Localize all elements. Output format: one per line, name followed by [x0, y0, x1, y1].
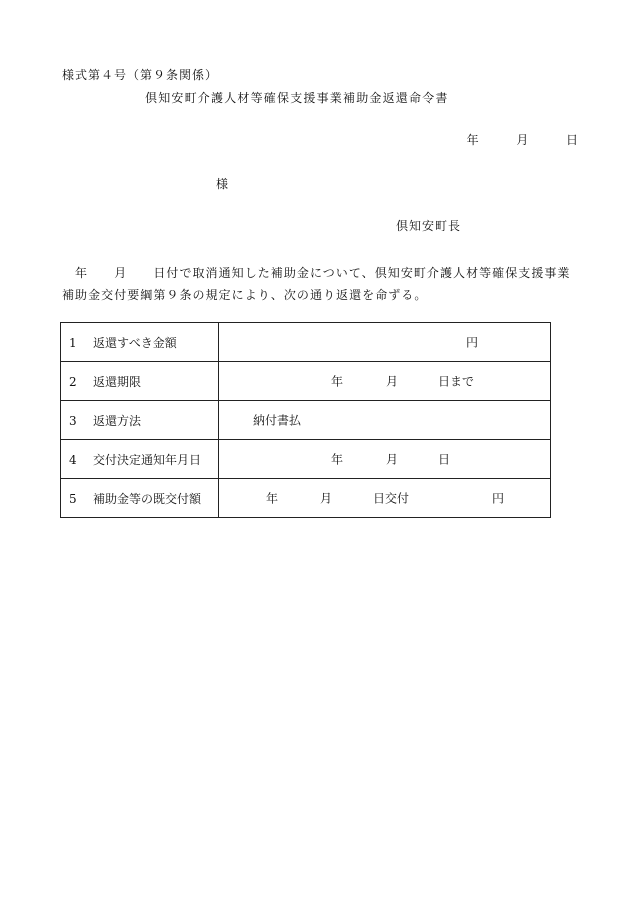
row-label: [61, 479, 219, 518]
row-value: [219, 479, 551, 518]
row-label-text: 交付決定通知年月日: [93, 452, 202, 467]
row-label: [61, 323, 219, 362]
value-day-issued: 日交付: [373, 491, 410, 506]
date-year: 年: [466, 133, 479, 147]
recipient-suffix: 様: [216, 177, 229, 191]
body-text: 年 月 日付で取消通知した補助金について、倶知安町介護人材等確保支援事業補助金交付要綱第９条の規定により、次の通り返還を命ずる。: [62, 266, 571, 302]
row-value: [219, 362, 551, 401]
table-row: [61, 440, 551, 479]
value-day: 日: [438, 452, 451, 467]
value-yen: 円: [466, 335, 479, 350]
date-month: 月: [516, 133, 529, 147]
value-month: 月: [386, 452, 399, 467]
row-number: 4: [69, 452, 77, 467]
date-day: 日: [565, 133, 578, 147]
value-day: 日まで: [438, 374, 475, 389]
row-label-text: 返還期限: [93, 374, 142, 389]
row-number: 5: [69, 491, 77, 506]
row-number: 1: [69, 335, 77, 350]
value-yen: 円: [492, 491, 505, 506]
details-table: [60, 322, 551, 518]
table-row: [61, 323, 551, 362]
row-number: 3: [69, 413, 77, 428]
row-label: [61, 440, 219, 479]
row-label-text: 補助金等の既交付額: [93, 491, 202, 506]
table-row: [61, 362, 551, 401]
row-label: [61, 401, 219, 440]
row-value: [219, 401, 551, 440]
value-month: 月: [320, 491, 333, 506]
value-method: 納付書払: [253, 413, 302, 428]
table-row: [61, 479, 551, 518]
row-value: [219, 323, 551, 362]
value-year: 年: [266, 491, 279, 506]
form-number: 様式第４号（第９条関係）: [62, 68, 219, 82]
date-line: [467, 133, 578, 147]
value-year: 年: [331, 374, 344, 389]
document-title: 倶知安町介護人材等確保支援事業補助金返還命令書: [145, 91, 449, 105]
issuer: 倶知安町長: [396, 219, 462, 233]
row-number: 2: [69, 374, 77, 389]
row-value: [219, 440, 551, 479]
row-label-text: 返還すべき金額: [93, 335, 177, 350]
row-label: [61, 362, 219, 401]
value-month: 月: [386, 374, 399, 389]
table-row: [61, 401, 551, 440]
row-label-text: 返還方法: [93, 413, 142, 428]
value-year: 年: [331, 452, 344, 467]
